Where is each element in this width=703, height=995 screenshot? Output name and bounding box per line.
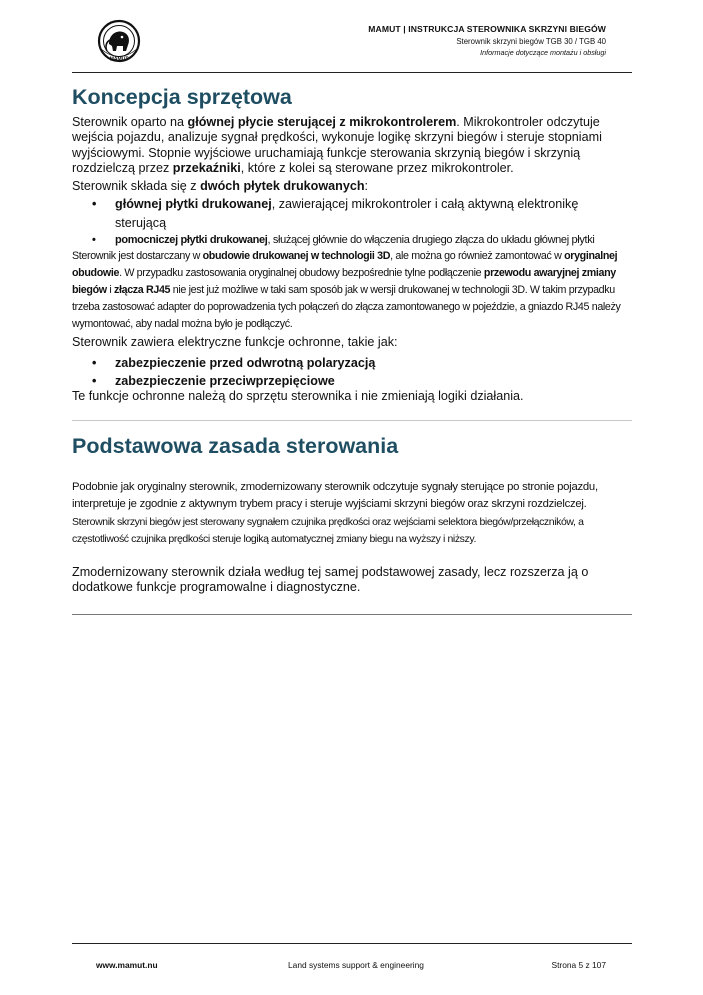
document-title: MAMUT | INSTRUKCJA STEROWNIKA SKRZYNI BIEGÓW xyxy=(368,24,606,34)
page-header xyxy=(72,14,632,72)
section-title-control-principle: Podstawowa zasada sterowania xyxy=(72,434,399,459)
protection-intro-paragraph: Sterownik zawiera elektryczne funkcje ochronne, takie jak: xyxy=(72,335,398,350)
hardware-intro-paragraph xyxy=(72,115,632,176)
footer-divider xyxy=(72,943,632,944)
pcb-list xyxy=(72,195,632,248)
website-link[interactable]: www.mamut.nu xyxy=(96,960,158,970)
control-paragraph-2: Sterownik skrzyni biegów jest sterowany sygnałem czujnika prędkości oraz wejściami selektora biegów/przełączników, a częstotliwość czujnika prędkości steruje logiką automatycznej zmiany biegu na wyższy i niższy. xyxy=(72,515,584,545)
text-run-bold: głównej płycie sterującej z mikrokontrolerem xyxy=(187,115,457,129)
text-run: Sterownik oparto na xyxy=(72,115,188,129)
text-run: : xyxy=(364,179,369,194)
list-item xyxy=(72,374,632,389)
text-run-bold: złącza RJ45 xyxy=(113,284,171,297)
text-run: , które z kolei są sterowane przez mikrokontroler. xyxy=(240,160,514,175)
header-text xyxy=(368,24,606,57)
text-run-bold: oryginalnej obudowie xyxy=(72,250,618,280)
document-note: Informacje dotyczące montażu i obsługi xyxy=(480,48,606,57)
text-run: nie jest już możliwe w taki sam sposób jak w wersji drukowanej w technologii 3D. W takim przypadku trzeba zastosować adapter do poprowadzenia tych połączeń do złącza zamontowanego w pojeździe, a gniazdo RJ45 należy wymontować, aby nadal można było je podłączyć. xyxy=(72,284,621,331)
pcb-count-paragraph xyxy=(72,179,632,194)
text-run-bold: głównej płytki drukowanej xyxy=(115,197,272,212)
text-run-bold: przekaźniki xyxy=(172,160,241,175)
text-run-bold: pomocniczej płytki drukowanej xyxy=(115,234,268,247)
page-content xyxy=(72,84,632,615)
text-run-bold: dwóch płytek drukowanych xyxy=(200,179,365,194)
mamut-logo xyxy=(95,18,143,64)
section-title-hardware: Koncepcja sprzętowa xyxy=(72,85,292,109)
text-run-bold: przewodu awaryjnej zmiany biegów xyxy=(72,267,616,297)
footer-tagline: Land systems support & engineering xyxy=(288,960,424,970)
page-footer xyxy=(72,960,632,974)
text-run: . Mikrokontroler odczytuje wejścia pojazdu, analizuje sygnał prędkości, wykonuje logikę skrzyni biegów i steruje stopniami wyjściowymi. Stopnie wyjściowe uruchamiają funkcje sterowania skrzynią biegów i skrzynią rozdzielczą przez xyxy=(72,115,602,175)
text-run: , zawierającej mikrokontroler i całą aktywną elektronikę sterującą xyxy=(115,197,579,231)
list-item xyxy=(72,195,632,233)
text-run: Sterownik składa się z xyxy=(72,179,201,194)
text-run: . W przypadku zastosowania oryginalnej obudowy bezpośrednie tylne podłączenie xyxy=(119,267,484,280)
text-run: Sterownik jest dostarczany w xyxy=(72,250,203,263)
document-subtitle: Sterownik skrzyni biegów TGB 30 / TGB 40 xyxy=(456,37,606,46)
text-run-bold: zabezpieczenie przed odwrotną polaryzacją xyxy=(115,356,376,371)
list-item xyxy=(72,233,632,248)
text-run-bold: zabezpieczenie przeciwprzepięciowe xyxy=(115,374,335,389)
text-run: , ale można go również zamontować w xyxy=(390,250,565,263)
header-divider xyxy=(72,72,632,73)
housing-paragraph xyxy=(72,248,632,333)
list-item xyxy=(72,353,632,374)
protection-list xyxy=(72,353,632,389)
section-divider xyxy=(72,614,632,615)
control-paragraph-3: Zmodernizowany sterownik działa według tej samej podstawowej zasady, lecz rozszerza ją o dodatkowe funkcje programowalne i diagnostyczne. xyxy=(72,564,589,595)
control-paragraph-1: Podobnie jak oryginalny sterownik, zmodernizowany sterownik odczytuje sygnały sterujące po stronie pojazdu, interpretuje je zgodnie z aktywnym trybem pracy i steruje wyjściami skrzyni biegów oraz skrzyni rozdzielczej. xyxy=(72,481,598,511)
text-run: i xyxy=(106,284,114,297)
page-number: Strona 5 z 107 xyxy=(551,960,606,970)
svg-text:MAMUT: MAMUT xyxy=(109,56,129,63)
text-run-bold: obudowie drukowanej w technologii 3D xyxy=(202,250,391,263)
protection-note-paragraph: Te funkcje ochronne należą do sprzętu sterownika i nie zmieniają logiki działania. xyxy=(72,389,524,404)
section-divider xyxy=(72,420,632,421)
text-run: , służącej głównie do włączenia drugiego złącza do układu głównej płytki xyxy=(267,234,595,247)
